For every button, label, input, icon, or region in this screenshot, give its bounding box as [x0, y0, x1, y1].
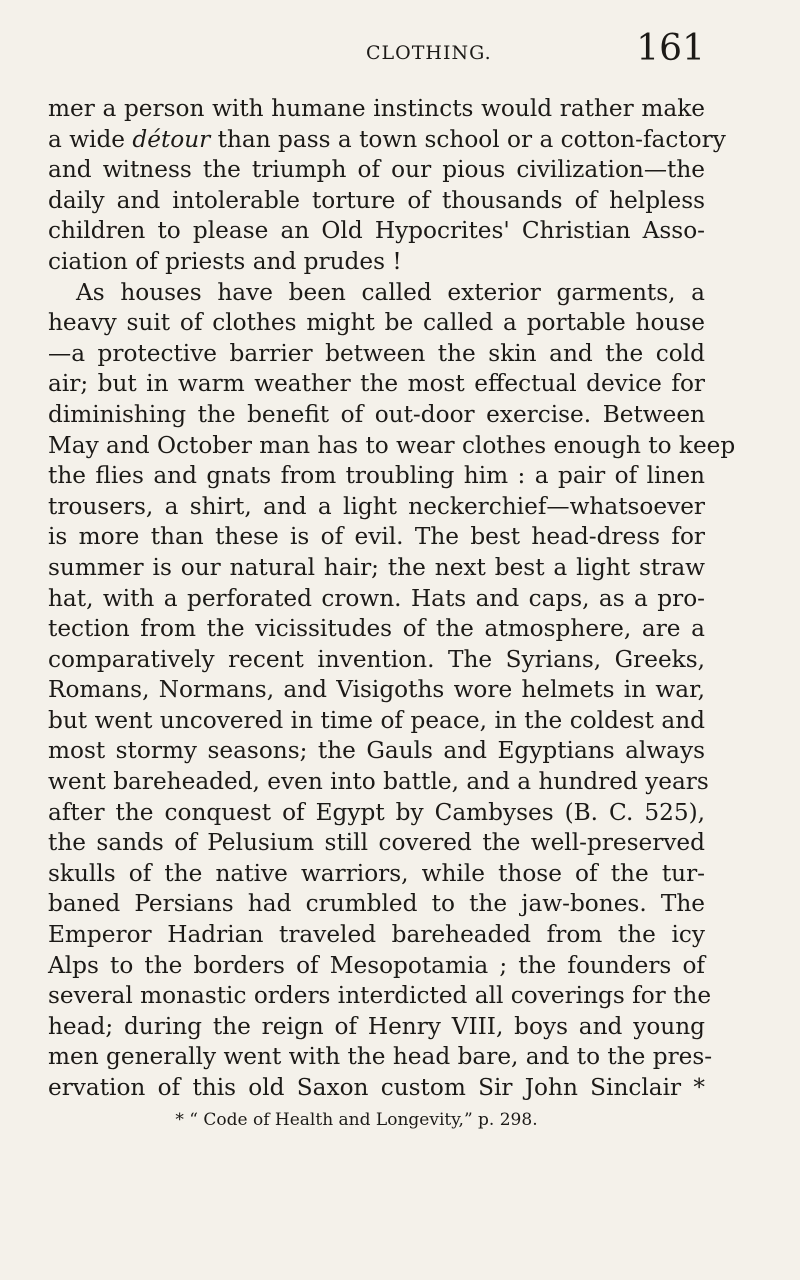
text-line: mer a person with humane instincts would rather make — [48, 95, 705, 122]
text-line: May and October man has to wear clothes enough to keep — [48, 431, 736, 459]
text-line: air; but in warm weather the most effectual device for — [48, 370, 705, 398]
text-line: diminishing the benefit of out-door exercise. Between — [48, 400, 705, 428]
text-line: Romans, Normans, and Visigoths wore helmets in war, — [48, 676, 705, 704]
text-line: ervation of this old Saxon custom Sir John Sinclair * — [48, 1074, 705, 1101]
page-header — [48, 26, 705, 86]
text-line: hat, with a perforated crown. Hats and caps, as a pro- — [48, 584, 705, 612]
text-line: ciation of priests and prudes ! — [48, 247, 402, 275]
running-head: CLOTHING. — [366, 42, 492, 64]
body-text — [48, 94, 736, 1104]
page-number: 161 — [636, 28, 705, 69]
text-line: As houses have been called exterior garments, a — [76, 278, 705, 306]
text-line: Alps to the borders of Mesopotamia ; the founders of — [48, 951, 705, 979]
text-line: skulls of the native warriors, while those of the tur- — [48, 859, 705, 887]
text-line: is more than these is of evil. The best head-dress for — [48, 523, 705, 551]
text-line: several monastic orders interdicted all coverings for the — [48, 982, 712, 1010]
text-line: the flies and gnats from troubling him : a pair of linen — [48, 462, 705, 490]
footnote: * “ Code of Health and Longevity,” p. 298. — [175, 1109, 538, 1130]
text-line: went bareheaded, even into battle, and a hundred years — [48, 768, 709, 796]
text-line: head; during the reign of Henry VIII, boys and young — [48, 1012, 705, 1040]
text-line: heavy suit of clothes might be called a portable house — [48, 309, 705, 337]
text-line: most stormy seasons; the Gauls and Egyptians always — [48, 737, 705, 765]
text-line: summer is our natural hair; the next best a light straw — [48, 553, 705, 581]
text-line: men generally went with the head bare, and to the pres- — [48, 1043, 713, 1071]
text-line: daily and intolerable torture of thousands of helpless — [48, 186, 705, 214]
text-line: Emperor Hadrian traveled bareheaded from the icy — [48, 921, 705, 949]
text-line: and witness the triumph of our pious civilization—the — [48, 156, 705, 184]
text-line: the sands of Pelusium still covered the well-preserved — [48, 829, 705, 857]
text-line: but went uncovered in time of peace, in the coldest and — [48, 706, 705, 734]
italic-word: détour — [132, 125, 211, 153]
text-line: —a protective barrier between the skin and the cold — [48, 339, 705, 367]
text-line: comparatively recent invention. The Syrians, Greeks, — [48, 645, 705, 673]
text-line: children to please an Old Hypocrites' Christian Asso- — [48, 217, 705, 245]
text-line: trousers, a shirt, and a light neckerchief—whatsoever — [48, 492, 705, 520]
text-line: baned Persians had crumbled to the jaw-bones. The — [48, 890, 705, 918]
text-line: after the conquest of Egypt by Cambyses (B. C. 525), — [48, 798, 705, 826]
text-line: a wide détour than pass a town school or a cotton-factory — [48, 125, 726, 153]
text-line: tection from the vicissitudes of the atmosphere, are a — [48, 615, 705, 643]
